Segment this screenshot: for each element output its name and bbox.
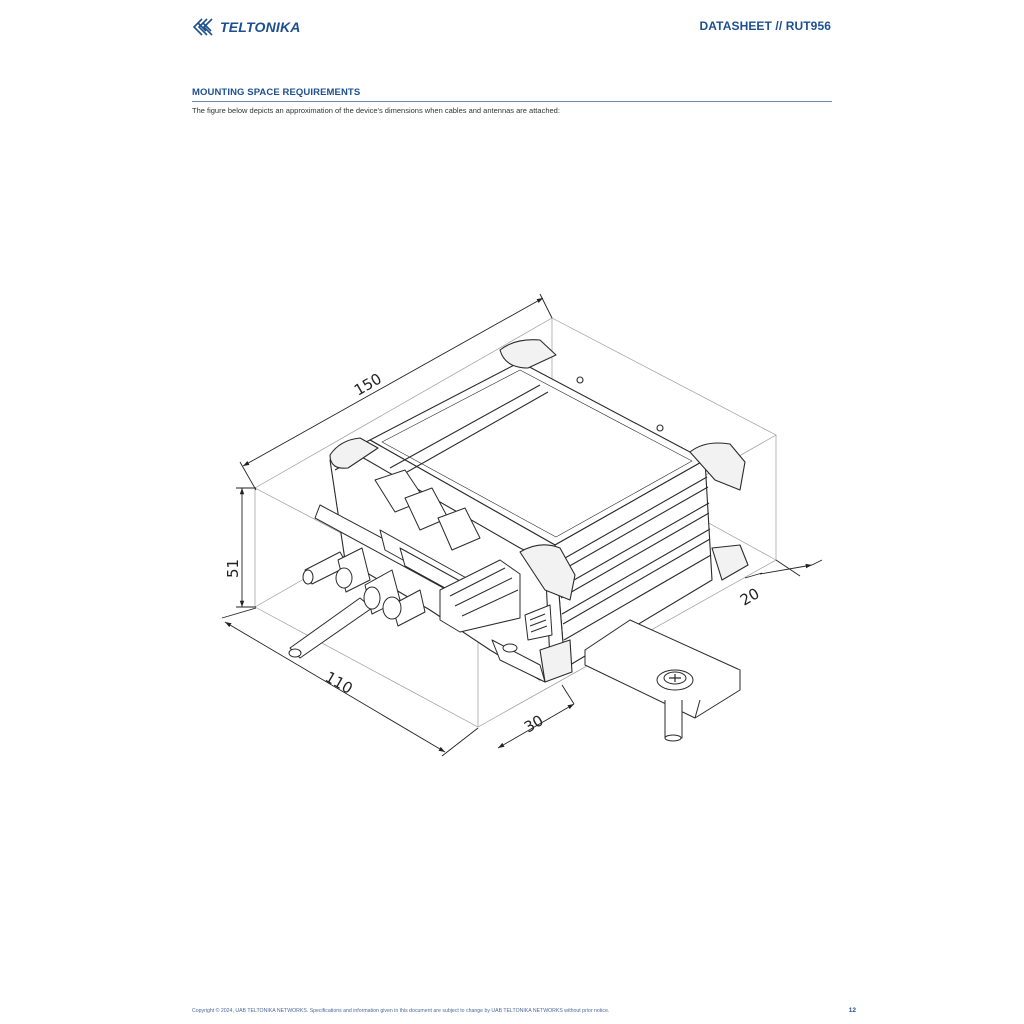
dim-front-clearance-label: 30 — [521, 711, 547, 737]
dim-height-label: 51 — [224, 558, 242, 578]
dim-rear-clearance-label: 20 — [737, 584, 763, 610]
section-title: MOUNTING SPACE REQUIREMENTS — [192, 87, 361, 98]
page-number: 12 — [848, 1007, 856, 1014]
dim-width-label: 110 — [322, 667, 356, 698]
din-rail-bracket — [585, 620, 740, 741]
copyright-note: Copyright © 2024, UAB TELTONIKA NETWORKS. Specifications and information given in this document are subject to change by UAB TELTONIKA NETWORKS without prior notice. — [192, 1008, 610, 1014]
section-intro: The figure below depicts an approximation of the device's dimensions when cables and antennas are attached: — [192, 106, 560, 115]
document-title: DATASHEET // RUT956 — [699, 19, 831, 33]
logo-text: TELTONIKA — [220, 19, 301, 35]
dim-length-label: 150 — [351, 369, 385, 400]
